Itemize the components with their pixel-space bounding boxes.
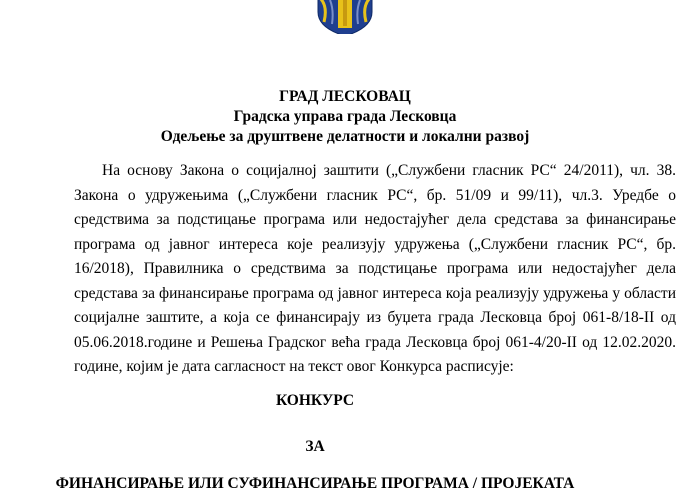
header-department: Одељење за друштвене делатности и локални развој bbox=[160, 128, 530, 145]
title-za: ЗА bbox=[305, 438, 325, 455]
header-city: ГРАД ЛЕСКОВАЦ bbox=[279, 88, 411, 105]
city-coat-of-arms-icon bbox=[310, 0, 380, 34]
header-administration: Градска управа града Лесковца bbox=[233, 108, 457, 125]
legal-basis-paragraph: На основу Закона о социјалној заштити („Службени гласник РС“ 24/2011), чл. 38. Закона о удружењима („Службени гласник РС“, бр. 51/09 и 99/11), чл.3. Уредбе о средствима за подстицање програма или недостајућег дела средстава за финансирање програма од јавног интереса које реализују удружења („Службени гласник РС“, бр. 16/2018), Правилника о средствима за подстицање програма или недостајућег дела средстава за финансирање програма од јавног интереса која реализују удружења у области социјалне заштите, а која се финансирају из буџета града Лесковца број 061-8/18-II од 05.06.2018.године и Решења Градског већа града Лесковца број 061-4/20-II од 12.02.2020. године, којим је дата сагласност на текст овог Конкурса расписује: bbox=[74, 162, 676, 375]
title-konkurs: КОНКУРС bbox=[275, 392, 355, 409]
title-subject: ФИНАНСИРАЊЕ ИЛИ СУФИНАНСИРАЊЕ ПРОГРАМА / ПРОЈЕКАТА bbox=[55, 475, 575, 492]
